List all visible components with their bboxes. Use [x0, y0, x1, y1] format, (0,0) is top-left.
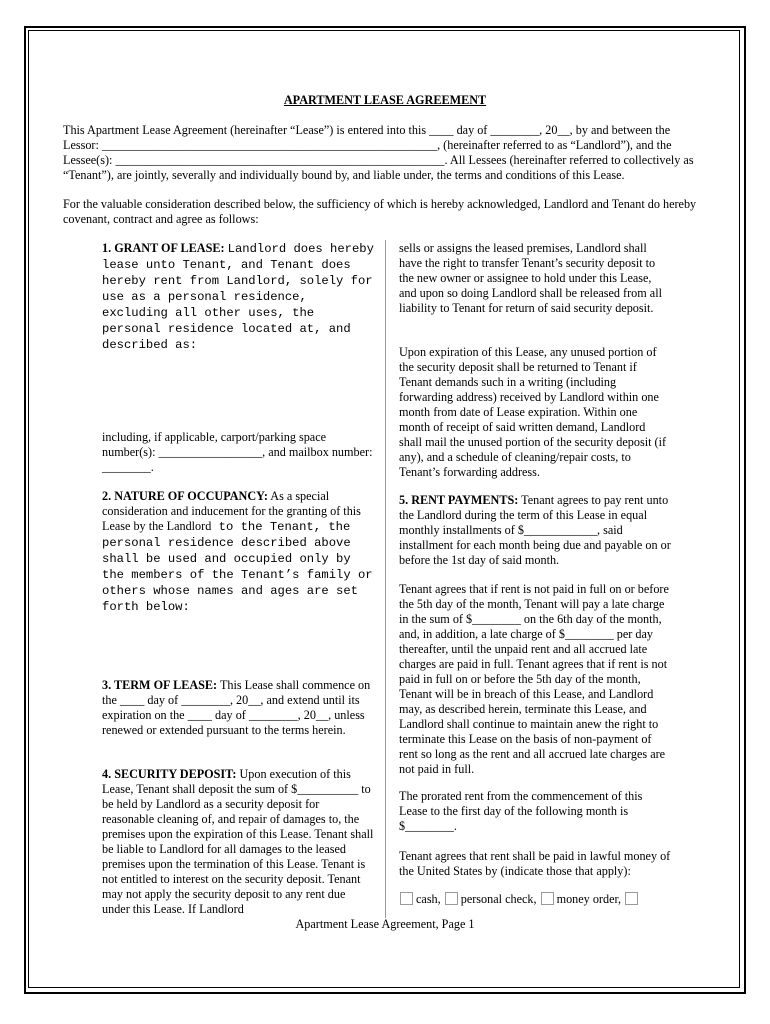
paragraph-text: sells or assigns the leased premises, Landlord shall have the right to transfer Tenant’s security deposit to the new owner or assignee to hold under this Lease, and upon so doing Landlord shall be released from all liability to Tenant for return of said security deposit.	[399, 241, 662, 315]
money-order-checkbox[interactable]	[541, 892, 554, 905]
section-term-of-lease	[102, 678, 374, 738]
paragraph-text: Upon expiration of this Lease, any unused portion of the security deposit shall be returned to Tenant if Tenant demands such in a writing (including forwarding address) received by Landlord within one month from date of Lease expiration. Within one month of receipt of said written demand, Landlord shall mail the unused portion of the security deposit (if any), and a schedule of cleaning/repair costs, to Tenant’s forwarding address.	[399, 345, 667, 479]
document-title: APARTMENT LEASE AGREEMENT	[283, 93, 487, 107]
security-deposit-transfer-paragraph	[399, 241, 671, 316]
section-heading: 4. SECURITY DEPOSIT:	[102, 767, 237, 781]
section-body: Landlord does hereby lease unto Tenant, and Tenant does hereby rent from Landlord, solely for use as a personal residence, excluding all other uses, the personal residence located at, and described as:	[102, 242, 374, 352]
paragraph-text: Tenant agrees that if rent is not paid in full on or before the 5th day of the month, Tenant will pay a late charge in the sum of $________ on the 6th day of the month, and, in addition, a late charge of $________ per day thereafter, until the unpaid rent and all accrued late charges are paid in full. Tenant agrees that if rent is not paid in full on or before the 5th day of the month, Tenant will be in breach of this Lease, and Landlord may, as described herein, terminate this Lease, and Landlord shall continue to maintain anew the right to terminate this Lease on the basis of non-payment of rent so long as the rent and all accrued late charges are not paid in full.	[399, 582, 669, 776]
paragraph-text: The prorated rent from the commencement of this Lease to the first day of the following month is $________.	[399, 789, 643, 833]
consideration-paragraph: For the valuable consideration described below, the sufficiency of which is hereby acknowledged, Landlord and Tenant do hereby covenant, contract and agree as follows:	[63, 197, 697, 226]
section-nature-of-occupancy	[102, 489, 374, 615]
additional-payment-checkbox[interactable]	[625, 892, 638, 905]
late-charge-paragraph	[399, 582, 671, 777]
payment-method-options	[399, 892, 641, 907]
personal-check-label: personal check,	[460, 892, 537, 906]
parking-mailbox-clause	[102, 430, 374, 475]
section-heading: 1. GRANT OF LEASE:	[102, 241, 225, 255]
section-body-mono: to the Tenant, the personal residence described above shall be used and occupied only by the members of the Tenant’s family or others whose names and ages are set forth below:	[102, 520, 373, 614]
cash-checkbox[interactable]	[400, 892, 413, 905]
parking-text: including, if applicable, carport/parking space number(s): _________________, and mailbox number: ________.	[102, 430, 373, 474]
section-rent-payments	[399, 493, 671, 568]
section-body: This Lease shall commence on the ____ day of ________, 20__, and extend until its expiration on the ____ day of ________, 20__, unless renewed or extended pursuant to the terms herein.	[102, 678, 371, 737]
column-divider	[385, 240, 386, 918]
left-column	[102, 241, 374, 353]
section-heading: 5. RENT PAYMENTS:	[399, 493, 519, 507]
paragraph-text: Tenant agrees that rent shall be paid in lawful money of the United States by (indicate those that apply):	[399, 849, 671, 878]
personal-check-checkbox[interactable]	[445, 892, 458, 905]
page-footer: Apartment Lease Agreement, Page 1	[295, 917, 475, 931]
cash-label: cash,	[416, 892, 441, 906]
payment-method-paragraph	[399, 849, 671, 879]
section-grant-of-lease	[102, 241, 374, 353]
money-order-label: money order,	[556, 892, 622, 906]
prorated-rent-paragraph	[399, 789, 671, 834]
section-body: Tenant agrees to pay rent unto the Landlord during the term of this Lease in equal monthly installments of $____________, said installment for each month being due and payable on or before the 1st day of said month.	[399, 493, 671, 567]
deposit-return-paragraph	[399, 345, 671, 480]
section-heading: 3. TERM OF LEASE:	[102, 678, 218, 692]
section-body: As a special consideration and inducement for the granting of this Lease by the Landlord	[102, 489, 361, 533]
section-body: Upon execution of this Lease, Tenant shall deposit the sum of $__________ to be held by Landlord as a security deposit for reasonable cleaning of, and repair of damages to, the premises upon the expiration of this Lease. Tenant shall be liable to Landlord for all damages to the leased premises upon the termination of this Lease. Tenant is not entitled to interest on the security deposit. Tenant may not apply the security deposit to any rent due under this Lease. If Landlord	[102, 767, 374, 916]
section-security-deposit	[102, 767, 374, 917]
section-heading: 2. NATURE OF OCCUPANCY:	[102, 489, 268, 503]
intro-paragraph: This Apartment Lease Agreement (hereinafter “Lease”) is entered into this ____ day of ________, 20__, by and between the Lessor: _______________________________________________________, (hereinafter referred to as “Landlord”), and the Lessee(s): ______________________________________________________. All Lessees (hereinafter referred to collectively as “Tenant”), are jointly, severally and individually bound by, and liable under, the terms and conditions of this Lease.	[63, 123, 694, 182]
